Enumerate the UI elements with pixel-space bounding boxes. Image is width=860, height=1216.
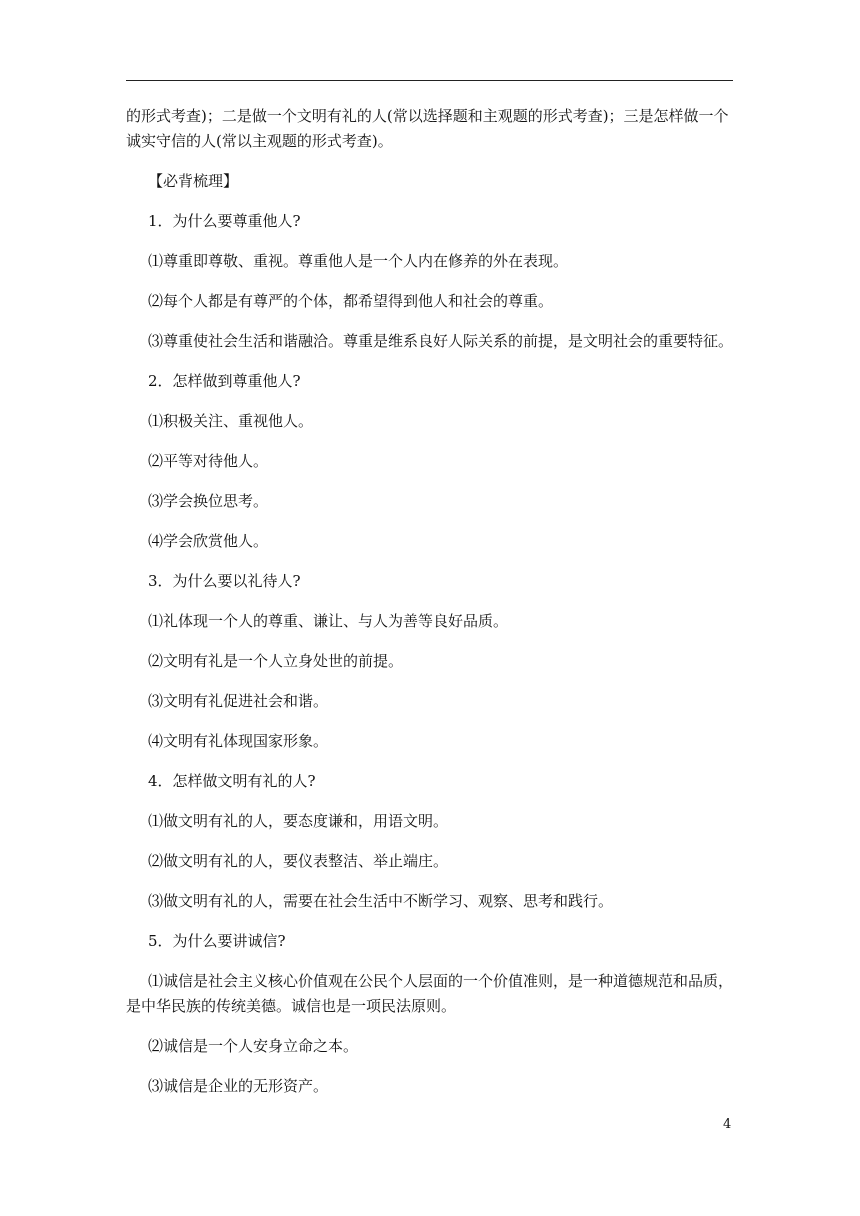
intro-paragraph: 的形式考查)；二是做一个文明有礼的人(常以选择题和主观题的形式考查)；三是怎样做一个诚实守信的人(常以主观题的形式考查)。: [126, 107, 729, 150]
question-2-item: ⑶学会换位思考。: [148, 492, 269, 510]
page-number: 4: [723, 1117, 732, 1132]
question-4-title: 4．怎样做文明有礼的人?: [148, 772, 316, 790]
question-2-item: ⑵平等对待他人。: [148, 452, 269, 470]
question-2-item: ⑴积极关注、重视他人。: [148, 412, 314, 430]
question-5-item: ⑵诚信是一个人安身立命之本。: [148, 1037, 359, 1055]
question-5-item: ⑶诚信是企业的无形资产。: [148, 1077, 329, 1095]
question-5-item: ⑴诚信是社会主义核心价值观在公民个人层面的一个价值准则，是一种道德规范和品质，是中华民族的传统美德。诚信也是一项民法原则。: [126, 972, 734, 1015]
question-3-item: ⑷文明有礼体现国家形象。: [148, 732, 329, 750]
question-3-item: ⑶文明有礼促进社会和谐。: [148, 692, 329, 710]
question-1-item: ⑶尊重使社会生活和谐融洽。尊重是维系良好人际关系的前提，是文明社会的重要特征。: [148, 332, 734, 350]
question-3-title: 3．为什么要以礼待人?: [148, 572, 301, 590]
question-3-item: ⑴礼体现一个人的尊重、谦让、与人为善等良好品质。: [148, 612, 509, 630]
header-rule: [126, 80, 733, 81]
question-4-item: ⑵做文明有礼的人，要仪表整洁、举止端庄。: [148, 852, 449, 870]
question-5-title: 5．为什么要讲诚信?: [148, 932, 286, 950]
question-4-item: ⑶做文明有礼的人，需要在社会生活中不断学习、观察、思考和践行。: [148, 892, 614, 910]
question-1-title: 1．为什么要尊重他人?: [148, 212, 301, 230]
section-title: 【必背梳理】: [148, 172, 239, 190]
question-2-title: 2．怎样做到尊重他人?: [148, 372, 301, 390]
question-1-item: ⑵每个人都是有尊严的个体，都希望得到他人和社会的尊重。: [148, 292, 554, 310]
question-2-item: ⑷学会欣赏他人。: [148, 532, 269, 550]
question-3-item: ⑵文明有礼是一个人立身处世的前提。: [148, 652, 404, 670]
question-1-item: ⑴尊重即尊敬、重视。尊重他人是一个人内在修养的外在表现。: [148, 252, 569, 270]
document-body: [126, 104, 733, 1099]
question-4-item: ⑴做文明有礼的人，要态度谦和，用语文明。: [148, 812, 449, 830]
